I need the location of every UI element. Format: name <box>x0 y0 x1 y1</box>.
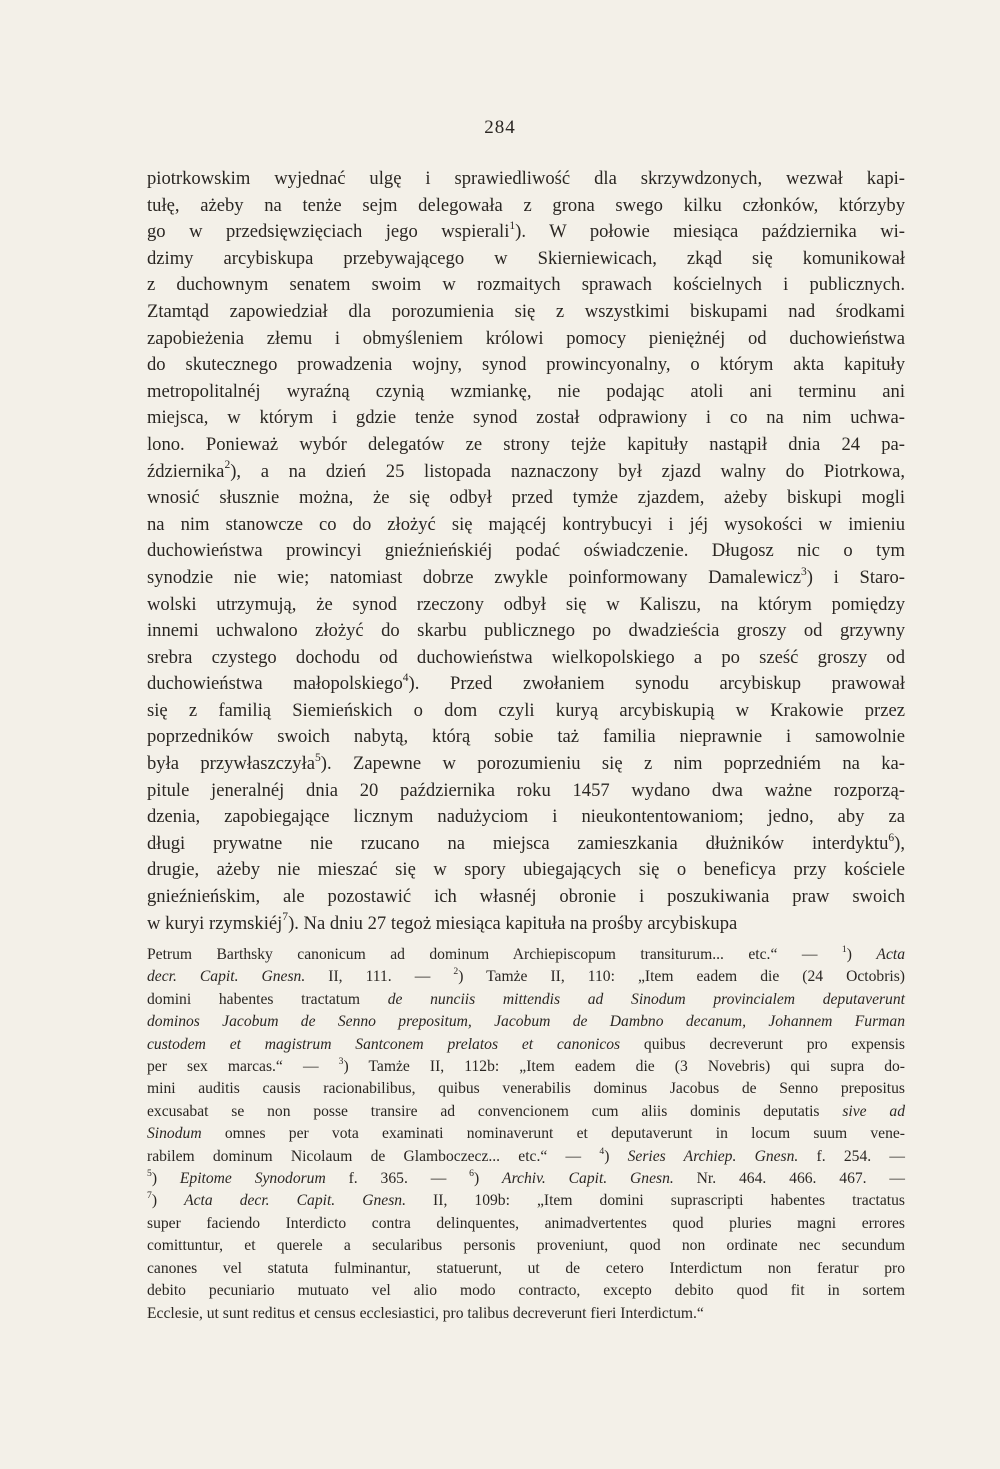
body-line <box>147 724 905 751</box>
footnote-line <box>147 1011 905 1033</box>
text-run: synodzie nie wie; natomiast dobrze zwykle poinformowany Damalewicz <box>147 566 802 588</box>
footnote-reference: 4 <box>599 1145 605 1157</box>
page-number: 284 <box>484 117 516 138</box>
italic-text: Epitome Synodorum <box>179 1170 326 1188</box>
body-text <box>147 166 905 937</box>
text-run: canones vel statuta fulminantur, statuerunt, ut de cetero Interdictum non feratur pro <box>147 1259 905 1277</box>
body-line <box>147 219 905 246</box>
body-line <box>147 618 905 645</box>
text-run: f. 254. — <box>798 1147 905 1165</box>
body-line <box>147 379 905 406</box>
text-run: duchowieństwa prowincyi gnieźnieńskiéj podać oświadczenie. Długosz nic o tym <box>147 540 905 562</box>
text-run: ) <box>846 946 877 963</box>
italic-text: Acta decr. Capit. Gnesn. <box>184 1192 406 1210</box>
italic-text: custodem et magistrum Santconem prelatos et canonicos <box>147 1035 621 1053</box>
footnote-reference: 7 <box>282 911 289 924</box>
text-run: była przywłaszczyła <box>147 753 315 775</box>
text-run: ) <box>473 1170 503 1188</box>
footnote-reference: 3 <box>801 565 807 578</box>
text-run: duchowieństwa małopolskiego <box>147 673 403 695</box>
footnote-line <box>147 1078 905 1100</box>
text-run: się z familią Siemieńskich o dom czyli kuryą arcybiskupią w Krakowie przez <box>147 699 905 721</box>
text-run: ). Zapewne w porozumieniu się z nim poprzedniém na ka- <box>320 753 905 775</box>
footnote-line <box>147 1146 905 1168</box>
text-run: dzimy arcybiskupa przebywającego w Skierniewicach, zkąd się komunikował <box>147 247 905 269</box>
text-run: wolski utrzymują, że synod rzeczony odbył się w Kaliszu, na którym pomiędzy <box>147 593 905 615</box>
footnote-line <box>147 1190 905 1212</box>
body-line <box>147 698 905 725</box>
text-run: piotrkowskim wyjednać ulgę i sprawiedliwość dla skrzywdzonych, wezwał kapi- <box>147 168 905 189</box>
text-run: lono. Ponieważ wybór delegatów ze strony tejże kapituły nastąpił dnia 24 pa- <box>147 433 905 455</box>
footnote-reference: 2 <box>224 459 231 472</box>
text-run: II, 111. — <box>305 968 454 986</box>
footnote-line <box>147 1123 905 1145</box>
footnote-line <box>147 966 905 988</box>
body-line <box>147 326 905 353</box>
text-run: excusabat se non posse transire ad convencionem cum aliis dominis deputatis <box>147 1102 843 1120</box>
body-line <box>147 299 905 326</box>
text-run: ), <box>894 832 905 854</box>
text-run: go w przedsięwzięciach jego wspierali <box>147 221 510 243</box>
footnote-line <box>147 1056 905 1078</box>
body-line <box>147 485 905 512</box>
italic-text: sive ad <box>842 1102 905 1120</box>
body-line <box>147 857 905 884</box>
body-line <box>147 911 905 938</box>
footnote-line <box>147 944 905 966</box>
footnote-reference: 3 <box>338 1055 344 1067</box>
footnote-reference: 5 <box>147 1167 152 1179</box>
text-run: innemi uchwalono złożyć do skarbu publicznego po dwadzieścia groszy od grzywny <box>147 620 905 642</box>
text-run: ) i Staro- <box>806 566 905 588</box>
footnote-line <box>147 1101 905 1123</box>
footnote-reference: 2 <box>453 966 459 978</box>
italic-text: de nunciis mittendis ad Sinodum provincialem deputaverunt <box>387 990 905 1008</box>
footnote-line <box>147 1235 905 1257</box>
footnote-line <box>147 989 905 1011</box>
text-run: w kuryi rzymskiéj <box>147 912 283 934</box>
italic-text: Archiv. Capit. Gnesn. <box>502 1170 674 1188</box>
italic-text: decr. Capit. Gnesn. <box>147 968 306 986</box>
text-run: drugie, ażeby nie mieszać się w spory ubiegających się o beneficya przy kościele <box>147 859 905 881</box>
body-line <box>147 778 905 805</box>
text-run: długi prywatne nie rzucano na miejsca zamieszkania dłużników interdyktu <box>147 832 889 854</box>
body-line <box>147 565 905 592</box>
text-run: ) Tamże II, 110: „Item eadem die (24 Octobris) <box>458 968 905 986</box>
footnote-line <box>147 1034 905 1056</box>
body-line <box>147 166 905 193</box>
footnote-reference: 7 <box>147 1190 152 1202</box>
italic-text: Sinodum <box>147 1125 202 1143</box>
footnotes <box>147 944 905 1325</box>
footnote-line <box>147 1168 905 1190</box>
body-line <box>147 459 905 486</box>
text-run: ) Tamże II, 112b: „Item eadem die (3 Novebris) qui supra do- <box>343 1058 906 1076</box>
text-run: super faciendo Interdicto contra delinquentes, animadvertentes quod pluries magni errores <box>147 1214 905 1232</box>
text-run: poprzedników swoich nabytą, którą sobie taż familia nieprawnie i samowolnie <box>147 726 905 748</box>
footnote-reference: 1 <box>509 219 516 232</box>
footnote-reference: 6 <box>888 831 895 844</box>
text-run: dzenia, zapobiegające licznym nadużyciom i nieukontentowaniom; jedno, aby za <box>147 806 905 828</box>
text-run: ) <box>604 1147 628 1165</box>
body-line <box>147 405 905 432</box>
footnote-reference: 1 <box>841 943 847 955</box>
body-line <box>147 592 905 619</box>
text-run: f. 365. — <box>325 1170 470 1188</box>
body-line <box>147 432 905 459</box>
text-run: ), a na dzień 25 listopada naznaczony był zjazd walny do Piotrkowa, <box>230 460 905 482</box>
footnote-line <box>147 1280 905 1302</box>
text-run: omnes per vota examinati nominaverunt et deputaverunt in locum suum vene- <box>201 1125 905 1143</box>
text-run: na nim stanowcze co do złożyć się mającéj kontrybucyi i jéj wysokości w imieniu <box>147 513 905 535</box>
body-line <box>147 272 905 299</box>
text-run: ). Przed zwołaniem synodu arcybiskup prawował <box>408 673 905 695</box>
text-run: gnieźnieńskim, ale pozostawić ich własnéj obronie i poszukiwania praw swoich <box>147 886 905 908</box>
italic-text: Acta <box>876 946 905 963</box>
text-run: miejsca, w którym i gdzie tenże synod został odprawiony i co na nim uchwa- <box>147 407 905 429</box>
text-run: comittuntur, et querele a secularibus personis proveniunt, quod non ordinate nec secundum <box>147 1237 905 1255</box>
footnote-reference: 5 <box>314 751 321 764</box>
text-run: Nr. 464. 466. 467. — <box>673 1170 906 1188</box>
text-run: metropolitalnéj wyraźną czynią wzmiankę, nie podając atoli ani terminu ani <box>147 380 905 402</box>
text-run: rabilem dominum Nicolaum de Glamboczecz... etc.“ — <box>147 1147 600 1165</box>
footnote-line <box>147 1258 905 1280</box>
body-line <box>147 831 905 858</box>
body-line <box>147 352 905 379</box>
footnote-line <box>147 1213 905 1235</box>
text-run: Ztamtąd zapowiedział dla porozumienia się z wszystkimi biskupami nad środkami <box>147 300 905 322</box>
text-run: srebra czystego dochodu od duchowieństwa wielkopolskiego a po sześć groszy od <box>147 646 905 668</box>
body-line <box>147 512 905 539</box>
italic-text: Series Archiep. Gnesn. <box>627 1147 799 1165</box>
body-line <box>147 671 905 698</box>
body-line <box>147 538 905 565</box>
text-run: zapobieżenia złemu i obmyśleniem królowi pomocy pieniężnéj od duchowieństwa <box>147 327 905 349</box>
text-run: mini auditis causis racionabilibus, quibus venerabilis dominus Jacobus de Senno prepositus <box>147 1080 905 1098</box>
text-run: quibus decreverunt pro expensis <box>620 1035 905 1053</box>
text-run: debito pecuniario mutuato vel alio modo contracto, excepto debito quod fit in sortem <box>147 1282 905 1300</box>
body-line <box>147 804 905 831</box>
text-run: tułę, ażeby na tenże sejm delegowała z grona swego kilku członków, którzyby <box>147 194 905 216</box>
body-line <box>147 193 905 220</box>
text-run: ) <box>151 1192 185 1210</box>
text-run: per sex marcas.“ — <box>147 1058 339 1076</box>
body-line <box>147 884 905 911</box>
text-run: ) <box>151 1170 180 1188</box>
text-run: Petrum Barthsky canonicum ad dominum Archiepiscopum transiturum... etc.“ — <box>147 946 842 963</box>
text-run: ). Na dniu 27 tegoż miesiąca kapituła na prośby arcybiskupa <box>288 912 738 934</box>
footnote-reference: 4 <box>402 671 409 684</box>
body-line <box>147 246 905 273</box>
footnote-line <box>147 1303 905 1325</box>
text-run: wnosić słusznie można, że się odbył przed tymże zjazdem, ażeby biskupi mogli <box>147 487 905 509</box>
text-run: z duchownym senatem swoim w rozmaitych sprawach kościelnych i publicznych. <box>147 274 905 296</box>
body-line <box>147 645 905 672</box>
text-run: Ecclesie, ut sunt reditus et census ecclesiastici, pro talibus decreverunt fieri Interdictum.“ <box>147 1304 704 1322</box>
body-line <box>147 751 905 778</box>
italic-text: dominos Jacobum de Senno prepositum, Jacobum de Dambno decanum, Johannem Furman <box>147 1013 905 1031</box>
text-run: domini habentes tractatum <box>147 990 388 1008</box>
text-run: ). W połowie miesiąca października wi- <box>515 221 905 243</box>
text-run: ździernika <box>147 460 225 482</box>
text-run: pitule jeneralnéj dnia 20 października roku 1457 wydano dwa ważne rozporzą- <box>147 779 905 801</box>
text-run: do skutecznego prowadzenia wojny, synod prowincyonalny, o którym akta kapituły <box>147 354 905 376</box>
footnote-reference: 6 <box>469 1167 474 1179</box>
text-run: II, 109b: „Item domini suprascripti habentes tractatus <box>406 1192 905 1210</box>
